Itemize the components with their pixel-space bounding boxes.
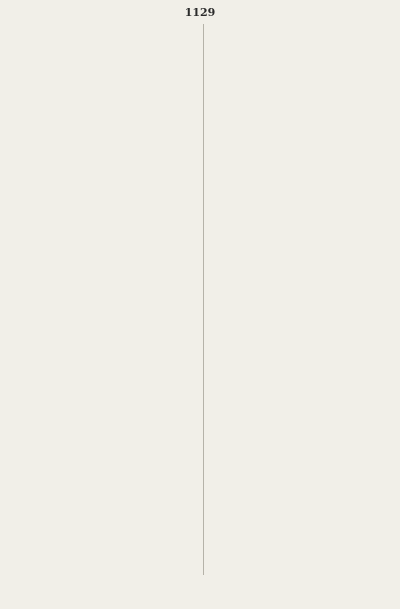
column-divider xyxy=(203,24,204,575)
page-number: 1129 xyxy=(184,6,216,19)
